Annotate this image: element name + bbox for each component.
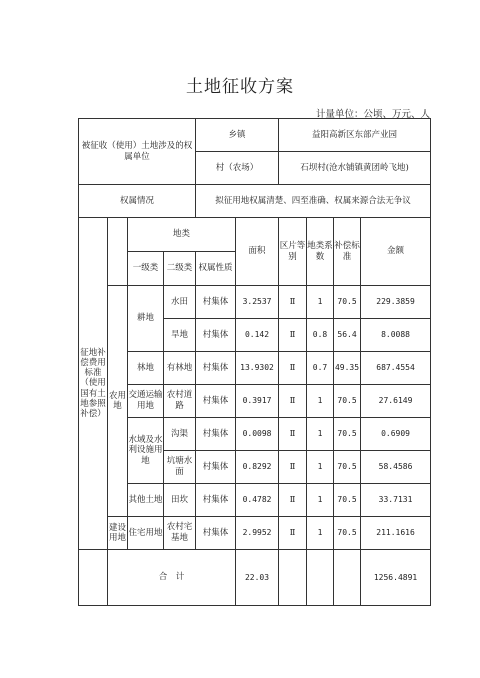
village-value: 石坝村(沧水铺镇黄团岭飞地) (279, 152, 431, 185)
grade-cell: Ⅱ (279, 451, 307, 484)
group-forest: 林地 (128, 352, 164, 385)
column-header-row (79, 218, 431, 252)
township-row (79, 119, 431, 152)
amount-cell: 0.6909 (361, 418, 431, 451)
nature-cell: 村集体 (196, 451, 236, 484)
coef-cell: 0.8 (307, 319, 334, 352)
level2-cell: 水田 (164, 286, 196, 319)
ownership-nature-header: 权属性质 (196, 252, 236, 286)
document-title: 土地征收方案 (186, 77, 294, 97)
area-cell: 13.9302 (236, 352, 279, 385)
owner-unit-label: 被征收（使用）土地涉及的权属单位 (79, 119, 196, 185)
blank-header-cell (108, 218, 128, 286)
land-type-header: 地类 (128, 218, 236, 252)
coef-cell: 1 (307, 418, 334, 451)
township-value: 益阳高新区东部产业园 (279, 119, 431, 152)
nature-cell: 村集体 (196, 286, 236, 319)
area-header: 面积 (236, 218, 279, 286)
total-blank-grade (279, 550, 307, 606)
total-area: 22.03 (236, 550, 279, 606)
level1-header: 一级类 (128, 252, 164, 286)
group-transport: 交通运输用地 (128, 385, 164, 418)
level2-cell: 农村道路 (164, 385, 196, 418)
comp-std-header: 补偿标准 (334, 218, 361, 286)
level2-cell: 田坎 (164, 484, 196, 517)
std-cell: 49.35 (334, 352, 361, 385)
nature-cell: 村集体 (196, 319, 236, 352)
std-cell: 70.5 (334, 517, 361, 550)
amount-cell: 8.0088 (361, 319, 431, 352)
table-row (79, 385, 431, 418)
total-row (79, 550, 431, 606)
amount-cell: 687.4554 (361, 352, 431, 385)
land-coef-header: 地类系数 (307, 218, 334, 286)
total-blank-coef (307, 550, 334, 606)
level2-header: 二级类 (164, 252, 196, 286)
table-row (79, 517, 431, 550)
unit-note: 计量单位：公顷、万元、人 (315, 109, 430, 120)
coef-cell: 0.7 (307, 352, 334, 385)
nature-cell: 村集体 (196, 352, 236, 385)
grade-cell: Ⅱ (279, 484, 307, 517)
area-cell: 0.142 (236, 319, 279, 352)
grade-cell: Ⅱ (279, 319, 307, 352)
agri-side-label: 农用地 (108, 286, 128, 517)
area-cell: 0.8292 (236, 451, 279, 484)
table-row (79, 352, 431, 385)
std-cell: 70.5 (334, 385, 361, 418)
group-residential: 住宅用地 (128, 517, 164, 550)
area-cell: 2.9952 (236, 517, 279, 550)
ownership-row (79, 185, 431, 218)
total-label: 合 计 (108, 550, 236, 606)
township-label: 乡镇 (196, 119, 279, 152)
total-blank-cell (79, 550, 108, 606)
nature-cell: 村集体 (196, 418, 236, 451)
amount-cell: 211.1616 (361, 517, 431, 550)
level2-cell: 沟渠 (164, 418, 196, 451)
level2-cell: 农村宅基地 (164, 517, 196, 550)
level2-cell: 坑塘水面 (164, 451, 196, 484)
table-row (79, 484, 431, 517)
grade-cell: Ⅱ (279, 418, 307, 451)
total-blank-std (334, 550, 361, 606)
amount-cell: 58.4586 (361, 451, 431, 484)
total-amount: 1256.4891 (361, 550, 431, 606)
group-water: 水域及水利设施用地 (128, 418, 164, 484)
grade-cell: Ⅱ (279, 517, 307, 550)
coef-cell: 1 (307, 517, 334, 550)
group-arable: 耕地 (128, 286, 164, 352)
area-cell: 0.3917 (236, 385, 279, 418)
table-row (79, 286, 431, 319)
amount-cell: 33.7131 (361, 484, 431, 517)
coef-cell: 1 (307, 385, 334, 418)
grade-cell: Ⅱ (279, 385, 307, 418)
coef-cell: 1 (307, 484, 334, 517)
area-cell: 0.0098 (236, 418, 279, 451)
amount-cell: 229.3859 (361, 286, 431, 319)
amount-header: 金额 (361, 218, 431, 286)
nature-cell: 村集体 (196, 517, 236, 550)
level2-cell: 有林地 (164, 352, 196, 385)
amount-cell: 27.6149 (361, 385, 431, 418)
table-row (79, 418, 431, 451)
land-acquisition-table (78, 118, 431, 606)
ownership-label: 权属情况 (79, 185, 196, 218)
zone-grade-header: 区片等别 (279, 218, 307, 286)
coef-cell: 1 (307, 451, 334, 484)
group-other: 其他土地 (128, 484, 164, 517)
std-cell: 56.4 (334, 319, 361, 352)
standard-side-label: 征地补偿费用标准（使用国有土地参照补偿） (79, 218, 108, 550)
construction-side-label: 建设用地 (108, 517, 128, 550)
std-cell: 70.5 (334, 451, 361, 484)
std-cell: 70.5 (334, 418, 361, 451)
std-cell: 70.5 (334, 286, 361, 319)
coef-cell: 1 (307, 286, 334, 319)
nature-cell: 村集体 (196, 385, 236, 418)
area-cell: 3.2537 (236, 286, 279, 319)
area-cell: 0.4782 (236, 484, 279, 517)
std-cell: 70.5 (334, 484, 361, 517)
level2-cell: 旱地 (164, 319, 196, 352)
nature-cell: 村集体 (196, 484, 236, 517)
village-label: 村（农场） (196, 152, 279, 185)
ownership-value: 拟征用地权属清楚、四至准确、权属来源合法无争议 (196, 185, 431, 218)
grade-cell: Ⅱ (279, 286, 307, 319)
grade-cell: Ⅱ (279, 352, 307, 385)
